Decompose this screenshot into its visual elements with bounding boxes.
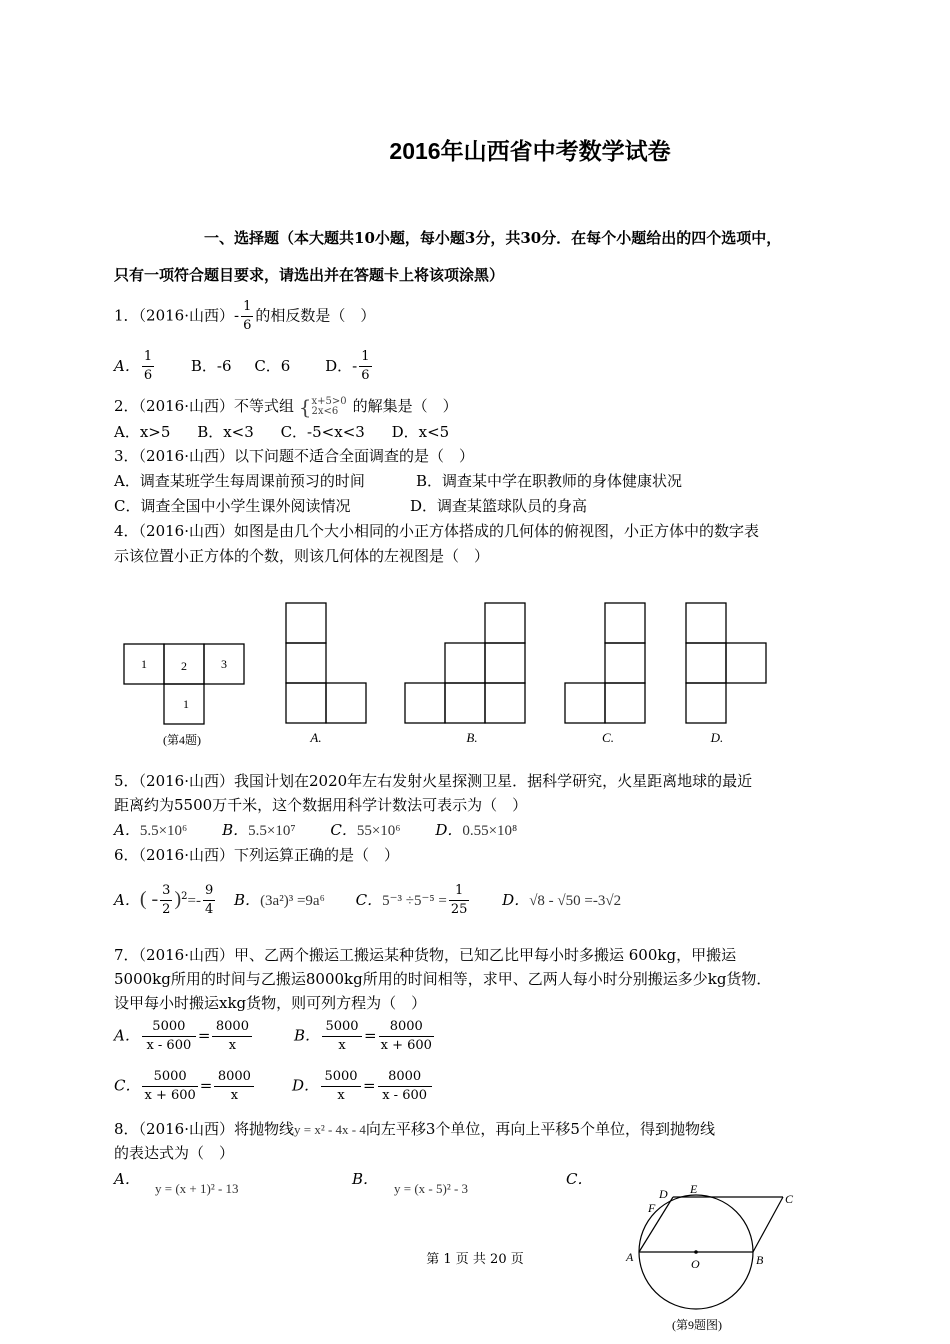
- q7-option-b: B． $\frac{5000}{x}$ = $\frac{8000}{x + 600}$: [294, 1019, 432, 1053]
- q2-option-a: A．x>5: [114, 423, 171, 441]
- q4-label-c: C.: [602, 730, 614, 745]
- q2-stem: 2．（2016·山西）不等式组: [114, 397, 294, 415]
- q9-point-e: E: [690, 1182, 698, 1196]
- q5-option-d: D．0.55×10⁸: [435, 821, 518, 839]
- q4-fig-num: 1: [141, 657, 147, 671]
- q4-top-view: [124, 644, 244, 724]
- q8-option-b-label: B．: [352, 1170, 379, 1188]
- q4-option-d-view: [686, 603, 766, 723]
- question-1: [114, 298, 375, 335]
- question-7-line2: 5000kg所用的时间与乙搬运8000kg所用的时间相等，求甲、乙两人每小时分别搬运多少kg货物．: [114, 970, 772, 988]
- q3-option-d: D．调查某篮球队员的身高: [410, 497, 588, 515]
- q1-fraction: $\frac{1}{6}$: [243, 299, 252, 333]
- q1-option-d: D．- $\frac{1}{6}$: [325, 349, 370, 383]
- q2-suffix: 的解集是（ ）: [352, 397, 458, 415]
- q4-option-a-view: [286, 603, 366, 723]
- q1-options: [114, 348, 374, 385]
- q6-option-c: C．5⁻³ ÷5⁻⁵ = $\frac{1}{25}$: [355, 883, 468, 917]
- q1-suffix: 的相反数是（ ）: [255, 306, 376, 325]
- q2-system: x+5>0 2x<6: [311, 396, 347, 417]
- q2-option-c: C．-5<x<3: [280, 423, 365, 441]
- q2-option-d: D．x<5: [391, 423, 450, 441]
- question-8-line1: 8．（2016·山西）将抛物线y = x² - 4x - 4向左平移3个单位，再向上平移5个单位，得到抛物线: [114, 1120, 715, 1138]
- q6-option-b: B．(3a²)³ =9a⁶: [234, 890, 325, 909]
- q8-option-a-label: A．: [114, 1170, 140, 1188]
- question-3: 3．（2016·山西）以下问题不适合全面调查的是（ ）: [114, 447, 474, 465]
- q9-point-f: F: [648, 1201, 656, 1215]
- q5-option-a: A．5.5×10⁶: [114, 821, 188, 839]
- q5-options: [114, 819, 517, 840]
- question-4-line2: 示该位置小正方体的个数，则该几何体的左视图是（ ）: [114, 547, 490, 565]
- question-8-line2: 的表达式为（ ）: [114, 1144, 235, 1162]
- q3-option-a: A．调查某班学生每周课前预习的时间: [114, 472, 365, 490]
- question-4-line1: 4．（2016·山西）如图是由几个大小相同的小正方体搭成的几何体的俯视图，小正方体中的数字表: [114, 522, 759, 540]
- question-2: 2．（2016·山西）不等式组 { x+5>0 2x<6 的解集是（ ）: [114, 395, 458, 419]
- q1-option-c: C．6: [254, 356, 291, 375]
- q4-figures: [0, 590, 950, 750]
- q5-option-b: B．5.5×10⁷: [222, 821, 296, 839]
- q1-prefix: 1．（2016·山西）-: [114, 306, 240, 325]
- q4-label-d: D.: [710, 730, 724, 745]
- q6-option-d: D．√8 - √50 =-3√2: [502, 890, 622, 909]
- q8-option-b-value: y = (x - 5)² - 3: [394, 1181, 469, 1196]
- question-5-line2: 距离约为5500万千米，这个数据用科学计数法可表示为（ ）: [114, 796, 528, 814]
- q9-point-b: B: [756, 1253, 764, 1267]
- q3-option-b: B．调查某中学在职教师的身体健康状况: [416, 472, 683, 490]
- section-heading-line2: 只有一项符合题目要求，请选出并在答题卡上将该项涂黑）: [114, 266, 505, 284]
- q5-option-c: C．55×10⁶: [330, 821, 401, 839]
- q9-point-o: O: [691, 1257, 700, 1271]
- q4-fig-num: 2: [181, 659, 187, 673]
- q9-point-d: D: [659, 1187, 668, 1201]
- q7-option-d: D． $\frac{5000}{x}$ = $\frac{8000}{x - 600}$: [292, 1068, 434, 1105]
- q6-option-a: A．( - $\frac{3}{2}$ )$^2$=- $\frac{9}{4}$: [114, 883, 214, 917]
- question-7-line3: 设甲每小时搬运xkg货物，则可列方程为（ ）: [114, 994, 427, 1012]
- section-heading-line1: 一、选择题（本大题共10小题，每小题3分，共30分．在每个小题给出的四个选项中，: [204, 229, 782, 247]
- q3-option-c: C．调查全国中小学生课外阅读情况: [114, 497, 351, 515]
- q4-option-b-view: [405, 603, 525, 723]
- question-5-line1: 5．（2016·山西）我国计划在2020年左右发射火星探测卫星．据科学研究，火星距离地球的最近: [114, 772, 753, 790]
- q2-options: [114, 421, 449, 442]
- q7-option-c: C． $\frac{5000}{x + 600}$ = $\frac{8000}{x}$: [114, 1068, 256, 1105]
- q9-point-a: A: [626, 1250, 634, 1264]
- question-7-line1: 7．（2016·山西）甲、乙两个搬运工搬运某种货物，已知乙比甲每小时多搬运 600kg，甲搬运: [114, 946, 737, 964]
- q4-label-a: A.: [310, 730, 322, 745]
- q4-fig-caption: (第4题): [163, 733, 201, 747]
- page-title: 2016年山西省中考数学试卷: [389, 138, 671, 164]
- q8-option-a-value: y = (x + 1)² - 13: [155, 1181, 239, 1196]
- q4-label-b: B.: [466, 730, 478, 745]
- page-footer: 第 1 页 共 20 页: [426, 1252, 524, 1267]
- q4-option-c-view: [565, 603, 645, 723]
- q2-option-b: B．x<3: [197, 423, 254, 441]
- q1-option-b: B．-6: [190, 356, 232, 375]
- q4-fig-num: 3: [221, 657, 227, 671]
- question-6: 6．（2016·山西）下列运算正确的是（ ）: [114, 846, 399, 864]
- q7-option-a: A． $\frac{5000}{x - 600}$ = $\frac{8000}{x}$: [114, 1018, 254, 1055]
- q9-point-c: C: [785, 1192, 794, 1206]
- q4-fig-num: 1: [183, 697, 189, 711]
- q9-caption: (第9题图): [672, 1318, 722, 1332]
- q1-option-a: A． $\frac{1}{6}$: [114, 349, 153, 383]
- q8-option-c-label: C．: [566, 1170, 593, 1188]
- q6-options: [114, 882, 621, 919]
